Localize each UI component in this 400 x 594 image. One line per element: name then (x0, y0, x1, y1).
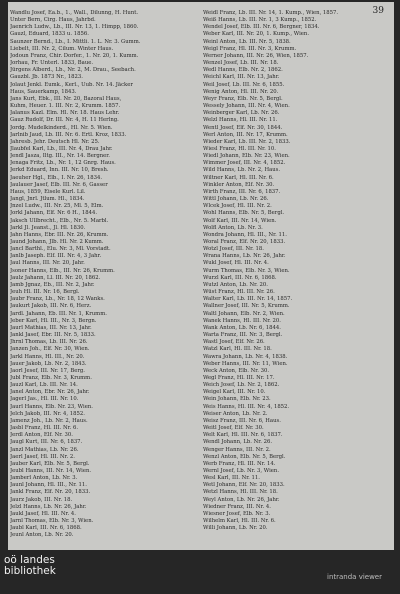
directory-entry: Jeber Karl, Hl. III., Nr. 3, Bergn. (10, 317, 97, 324)
directory-entry: Wesl Karl, III. Nr. 11. (203, 475, 260, 482)
directory-entry: Jodoun Franz, Chir. Dorfer., 1. Nr. 20, 1. Kumm. (10, 52, 139, 59)
directory-entry: Janzl Mathias, Lb. Nr. 26. (10, 446, 79, 453)
directory-entry: Jaurl Hanns, Elb. Nr. 23, Wien. (10, 403, 93, 410)
directory-entry: Jarnl Thomas, Elb. Nr. 3, Wien. (10, 518, 94, 525)
directory-entry: Wohl Hanns, Elb. Nr. 5, Bergl. (203, 210, 285, 217)
directory-entry: Wüst Franz, Hl. III. Nr. 26. (203, 289, 275, 296)
directory-entry: Walter Karl, Lb. III. Nr. 14, 1857. (203, 296, 293, 303)
directory-entry: Gauzl, Eduard, 1833 u. 1856. (10, 31, 89, 38)
directory-entry: Jaeuher Hgl., Elb., I. Nr. 26, 1834. (10, 174, 103, 181)
directory-entry: Jelch Jakob, III. Nr. 4, 1852. (10, 410, 85, 417)
logo-line-1: oö landes (4, 554, 55, 566)
directory-entry: Wiesl Franz, Hl. III. Nr. 10. (203, 145, 276, 152)
viewer-label: intranda viewer (327, 573, 382, 581)
directory-entry: Jaugl Kurt, III. Nr. 6, 1837. (10, 439, 83, 446)
directory-entry: Jlaubfel Karl, Lb., III. Nr. 4, Drau Jahr. (10, 145, 113, 152)
directory-entry: Jorhau, Fr. Unterl. 1833, Baue. (10, 60, 94, 67)
directory-entry: Wenig Anton, Hl. III. Nr. 20. (203, 88, 279, 95)
directory-entry: Jagerl Jas., Hl. III. Nr. 10. (10, 396, 79, 403)
directory-entry: Jaul Hanns, III. Nr. 20, Jahr. (10, 260, 85, 267)
directory-entry: Weisz Franz, III. Nr. 6, Haus. (203, 417, 281, 424)
directory-entry: Jarlnib Jaud, Lb. III. Nr. 6. Ertl. Kroz, 1833. (10, 131, 127, 138)
directory-entry: Weigl Franz, Hl. III. Nr. 3, Krumm. (203, 45, 297, 52)
directory-entry: Wegl Franz, Hl. III. Nr. 17. (203, 374, 275, 381)
directory-entry: Jubl Franz, Elb. Nr. 3, Krumm. (10, 374, 92, 381)
directory-entry: Jeubl Hanns, III. Nr. 14, Wien. (10, 468, 92, 474)
library-logo[interactable] (4, 555, 56, 577)
directory-entry: Jangl, Jnrl. Jtlum. Hl., 1834. (10, 196, 85, 203)
directory-entry: Wedl Hanns, Elb. Nr. 2, 1862. (203, 67, 283, 74)
directory-entry: Jamberl Anton, Lb. Nr. 3. (10, 475, 78, 482)
directory-entry: Weichl Karl, III. Nr. 13, Jahr. (203, 74, 280, 81)
directory-entry: Jans Kurt, Ebk., III. Nr. 20, Bazoral Haus, (10, 95, 122, 102)
directory-entry: Jaorl Jesef, III. Nr. 17, Berg. (10, 367, 85, 374)
directory-entry: Jauzl Karl, Lb. III. Nr. 14. (10, 382, 78, 389)
directory-entry: Wendel Josef, Elb. III. Nr. 6, Bergner, 1834. (203, 24, 320, 31)
directory-entry: Jaurl Mathias, III. Nr. 13, Jahr. (10, 324, 92, 331)
directory-entry: Janlb Jaseph. Elf. III. Nr. 4, 3 Jahr. (10, 253, 102, 260)
directory-entry: Wiedl Johann, Elb. Nr. 23, Wien. (203, 153, 290, 160)
right-column (203, 10, 389, 532)
directory-entry: Jaukurt Jakob, III. Nr. 6, Herz. (10, 303, 92, 310)
directory-entry: Wild Hanns, Lb. Nr. 2, Haus. (203, 167, 281, 174)
directory-entry: Gauzbl. Jb. 1873 Nr., 1823. (10, 74, 83, 81)
directory-entry: Janel Anton, Ebr. Nr. 26, Jahr. (10, 389, 90, 396)
directory-entry: Jasbl Franz, Hl. III. Nr. 6. (10, 425, 79, 432)
directory-entry: Willi Johann, Lb. Nr. 20. (203, 525, 268, 532)
directory-entry: Jeuh Hl. III. Nr. 16, Bergl. (10, 289, 80, 296)
viewer-footer (0, 550, 400, 594)
directory-entry: Jaulauer Jasef, Elb. III. Nr. 6, Gasser (10, 181, 108, 188)
directory-entry: Jahresb. Jehr. Deutsch Hl. Nr. 25. (10, 138, 100, 145)
directory-entry: Wein Johann, Elb. Nr. 23. (203, 396, 271, 403)
directory-entry: Haus, 1859, Eisele Kurl. Lil. (10, 188, 86, 195)
directory-entry: Unter Bern, Cirg. Haus, Jahrbd. (10, 17, 96, 24)
directory-entry: Warta Franz, III. Nr. 3, Bergl. (203, 332, 283, 339)
directory-entry: Werb Franz, Hl. III. Nr. 14. (203, 460, 276, 467)
directory-entry: Wrana Hanns, Lb. Nr. 26, Jahr. (203, 253, 286, 260)
directory-entry: Jauer Jakob, Lb. Nr. 2, 1843. (10, 360, 87, 367)
directory-entry: Wimmer Josef, III. Nr. 4, 1852. (203, 160, 286, 167)
directory-entry: Wandlu Josef, Ea.b., 1., Wall., Dilunng, H. Hunt. (10, 10, 139, 16)
directory-entry: Jahn Hanns, Ebr. III. Nr. 26, Krumm. (10, 231, 109, 238)
page-number: 39 (372, 6, 384, 16)
directory-entry: Jaunl Johann, Hl. III., Nr. 11. (10, 482, 87, 489)
directory-entry: Weck Anton, Elb. Nr. 30. (203, 367, 270, 374)
directory-entry: Wetzl Hanns, Hl. III. Nr. 18. (203, 489, 278, 496)
directory-entry: Wurm Thomas, Elb. Nr. 3, Wien. (203, 267, 290, 274)
directory-entry: Kuhm, Heuer. 1. III. Nr. 2, Krumm. 1857. (10, 103, 121, 110)
directory-entry: Jankl Jasef, Ebr. III. Nr. 5, 1833. (10, 332, 96, 339)
directory-entry: Wolf Karl, III. Nr. 14, Wien. (203, 217, 277, 224)
directory-entry: Waltl Johann, Elb. Nr. 2, Wien. (203, 310, 285, 317)
directory-entry: Jolaut Jenkl. Eumk., Kerl., Uub. Nr. 14. Jäcker (10, 81, 133, 88)
directory-entry: Weil Josef, Lb. III. Nr. 6, 1855. (203, 81, 285, 88)
directory-entry: Woral Franz, Elf. Nr. 20, 1833. (203, 239, 286, 245)
directory-entry: Wenzel Josef, Lb. III. Nr. 18. (203, 60, 279, 67)
left-column (10, 10, 194, 540)
directory-entry: Jalanus Kazl. Elm. Hl. Nr. 18. Haus Lehr. (10, 110, 120, 117)
directory-entry: Wernl Josef, Lb. Nr. 3, Wien. (203, 468, 280, 474)
directory-entry: Wank Anton, Lb. Nr. 6, 1844. (203, 324, 281, 331)
directory-entry: Jelzl Hanns, Lb. Nr. 26, Jahr. (10, 503, 87, 510)
directory-entry: Jaerl Jasef, Hl. III. Nr. 2. (10, 453, 75, 460)
directory-entry: Wirth Franz, III. Nr. 6, 1837. (203, 188, 281, 195)
scanned-page (8, 2, 394, 550)
directory-entry: Janzen Joh., Elf. Nr. 30, Wien. (10, 346, 90, 353)
directory-entry: Jhrnl Thomas, Lb. III. Nr. 26. (10, 339, 88, 346)
directory-entry: Wenger Hanns, III. Nr. 2. (203, 446, 271, 453)
directory-entry: Welzl Hanns, Hl. III. Nr. 11. (203, 117, 278, 124)
directory-entry: Welt Karl, Hl. III. Nr. 6, 1837. (203, 432, 283, 439)
logo-line-2: bibliothek (4, 565, 56, 577)
directory-entry: Wittl Johann, Lb. Nr. 26. (203, 196, 269, 203)
directory-entry: Jankl Franz, Elf. Nr. 20, 1833. (10, 489, 91, 496)
directory-entry: Weyr Franz, Elb. Nr. 5, Bergl. (203, 95, 283, 102)
directory-entry: Wiltner Karl, Hl. III. Nr. 6. (203, 174, 274, 181)
directory-entry: Wolfl Anton, Lb. Nr. 3. (203, 224, 263, 231)
directory-entry: Jaurz Jakob, III. Nr. 18. (10, 496, 73, 503)
directory-entry: Haus, Sauerkamp, 1843. (10, 88, 77, 95)
directory-entry: Werl Anton, III. Nr. 17, Krumm. (203, 131, 288, 138)
directory-entry: Jamb Jgnaz, Eb., III. Nr. 2, Jahr. (10, 281, 95, 288)
directory-entry: Jarkl Hanns, Hl. III., Nr. 20. (10, 353, 85, 360)
directory-entry: Jaund Johann, Jlb. Hl. Nr. 2 Kumm. (10, 239, 104, 245)
directory-entry: Weber Hanns, III. Nr. 11, Wien. (203, 360, 288, 367)
directory-entry: Jordg. Mudelkinderd., Hl. Nr. 5. Wien. (10, 124, 113, 131)
directory-entry: Saunzer Bernd., Lb., I. Mittli. 1. L. Nr. 3. Gumm. (10, 38, 141, 45)
directory-entry: Wieder Karl, Lb. III. Nr. 2, 1833. (203, 138, 291, 145)
directory-entry: Jancl Barthl., Elu. Nr. 3, Ml. Vorstadt. (10, 246, 111, 253)
directory-entry: Jaubl Karl, III. Nr. 6, 1868. (10, 525, 82, 532)
directory-entry: Winkler Anton, Elf. Nr. 30. (203, 181, 275, 188)
directory-entry: Wanek Hanns, Hl. III. Nr. 20. (203, 317, 281, 324)
directory-entry: Wastl Josef, Elf. Nr. 26. (203, 339, 265, 346)
directory-entry: Gauz Rudolf, Dr. III. Nr. 4, H. 11 Herlng. (10, 117, 119, 124)
directory-entry: Wawra Johann, Lb. Nr. 4, 1838. (203, 353, 288, 360)
directory-entry: Jendl Jasza, Iltg. III., Nr. 14. Bergner. (10, 153, 110, 160)
directory-entry: Wenzl Anton, Elb. Nr. 5, Bergl. (203, 453, 286, 460)
directory-entry: Jorkl Jahann, Elf. Nr. 6 H., 1844. (10, 210, 98, 217)
directory-entry: Jeunl Anton, Lb. Nr. 20. (10, 532, 74, 539)
directory-entry: Wiesner Josef, Elb. Nr. 3. (203, 510, 271, 517)
directory-entry: Jardl. Jahann, Eb. III. Nr. 1, Krumm. (10, 310, 107, 317)
directory-entry: Jaenrich Ludw., Lb., III. Nr. 13, 1. Himpp, 1860. (10, 24, 139, 31)
directory-entry: Wutzl Anton, Lb. Nr. 20. (203, 281, 268, 288)
directory-entry: Wlcek Josef, Hl. III. Nr. 2. (203, 203, 272, 210)
directory-entry: Werner Johann, III. Nr. 26, Wien, 1857. (203, 52, 309, 59)
directory-entry: Jauber Karl, Elb. Nr. 5, Bergl. (10, 460, 90, 467)
directory-entry: Wukl Josef, Hl. III. Nr. 4. (203, 260, 269, 267)
directory-entry: Jsoner Hanns, Elb., III. Nr. 26, Krumm. (10, 267, 115, 274)
directory-entry: Weiß Hanns, Lb. III. Nr. 1, 3 Kump., 1852. (203, 17, 317, 24)
directory-entry: Watzl Karl, Hl. III. Nr. 18. (203, 346, 272, 353)
directory-entry: Weber Karl, III. Nr. 20, 1. Kump., Wien. (203, 31, 310, 38)
directory-entry: Jnzel Ludw., III. Nr. 25, Ml. 5, Elm. (10, 203, 104, 210)
directory-entry: Wentl Josef, Elf. Nr. 30, 1844. (203, 124, 283, 131)
directory-entry: Weigel Karl, III. Nr. 10. (203, 389, 266, 396)
directory-entry: Wessely Johann, III. Nr. 4, Wien. (203, 103, 290, 110)
directory-entry: Weyl Anton, Lb. Nr. 26, Jahr. (203, 496, 280, 503)
directory-entry: Weiser Anton, Lb. Nr. 2. (203, 410, 268, 417)
directory-entry: Wotzl Josef, III. Nr. 18. (203, 246, 264, 253)
directory-entry: Weidl Franz, Lb. III. Nr. 14, 1. Kump., Wien, 1857. (203, 10, 339, 16)
directory-entry: Wendl Johann, Lb. Nr. 26. (203, 439, 273, 446)
directory-entry: Jaubr Franz, Lb., Nr. 18, 12 Wanks. (10, 296, 105, 303)
directory-entry: Wetl Johann, Elf. Nr. 20, 1833. (203, 482, 285, 489)
directory-entry: Liebelt, III. Nr. 2, Cilum. Winter Haus. (10, 45, 114, 52)
directory-entry: Jaukl Jasef, Hl. III. Nr. 4. (10, 510, 76, 517)
directory-entry: Wallner Josef, III. Nr. 5, Krumm. (203, 303, 290, 310)
directory-entry: Weis Hanns, Hl. III. Nr. 4, 1852. (203, 403, 290, 410)
directory-entry: Jerkd Eduard, Inn. III. Nr. 10, Bresh. (10, 167, 109, 174)
directory-entry: Weich Josef, Lb. Nr. 2, 1862. (203, 382, 280, 389)
directory-entry: Jerdl Anton, Elf. Nr. 30. (10, 432, 73, 439)
directory-entry: Jamenz Joh., Lb. Nr. 2, Haus. (10, 417, 88, 424)
directory-entry: Jenaga Fritz, Lb., Nr. 1, 12 Gnrg. Haus. (10, 160, 116, 167)
directory-entry: Weinberger Karl, Lb. Nr. 26. (203, 110, 280, 117)
directory-entry: Jaksch Ullbrecht., Elb., Nr. 5. Marbl. (10, 217, 109, 224)
directory-entry: Wilhelm Karl, Hl. III. Nr. 6. (203, 518, 276, 525)
directory-entry: Wiedner Franz, III. Nr. 4. (203, 503, 271, 510)
directory-entry: Jarkl Jl. Jeanst., Jl. Hl. 1830. (10, 224, 86, 231)
directory-entry: Wurzl Karl, III. Nr. 6, 1868. (203, 274, 277, 281)
directory-entry: Jaulz Jahann, Ll. III. Nr. 20, 1862. (10, 274, 101, 281)
directory-entry: Weitl Josef, Elf. Nr. 30. (203, 425, 264, 432)
directory-entry: Wondra Johann, Hl. III., Nr. 11. (203, 231, 287, 238)
directory-entry: Weinl Anton, Lb. III. Nr. 5, 1838. (203, 38, 291, 45)
directory-entry: Jürgens Alberd., Lb., Nr. 2, M. Drau., Seebach. (10, 67, 136, 74)
